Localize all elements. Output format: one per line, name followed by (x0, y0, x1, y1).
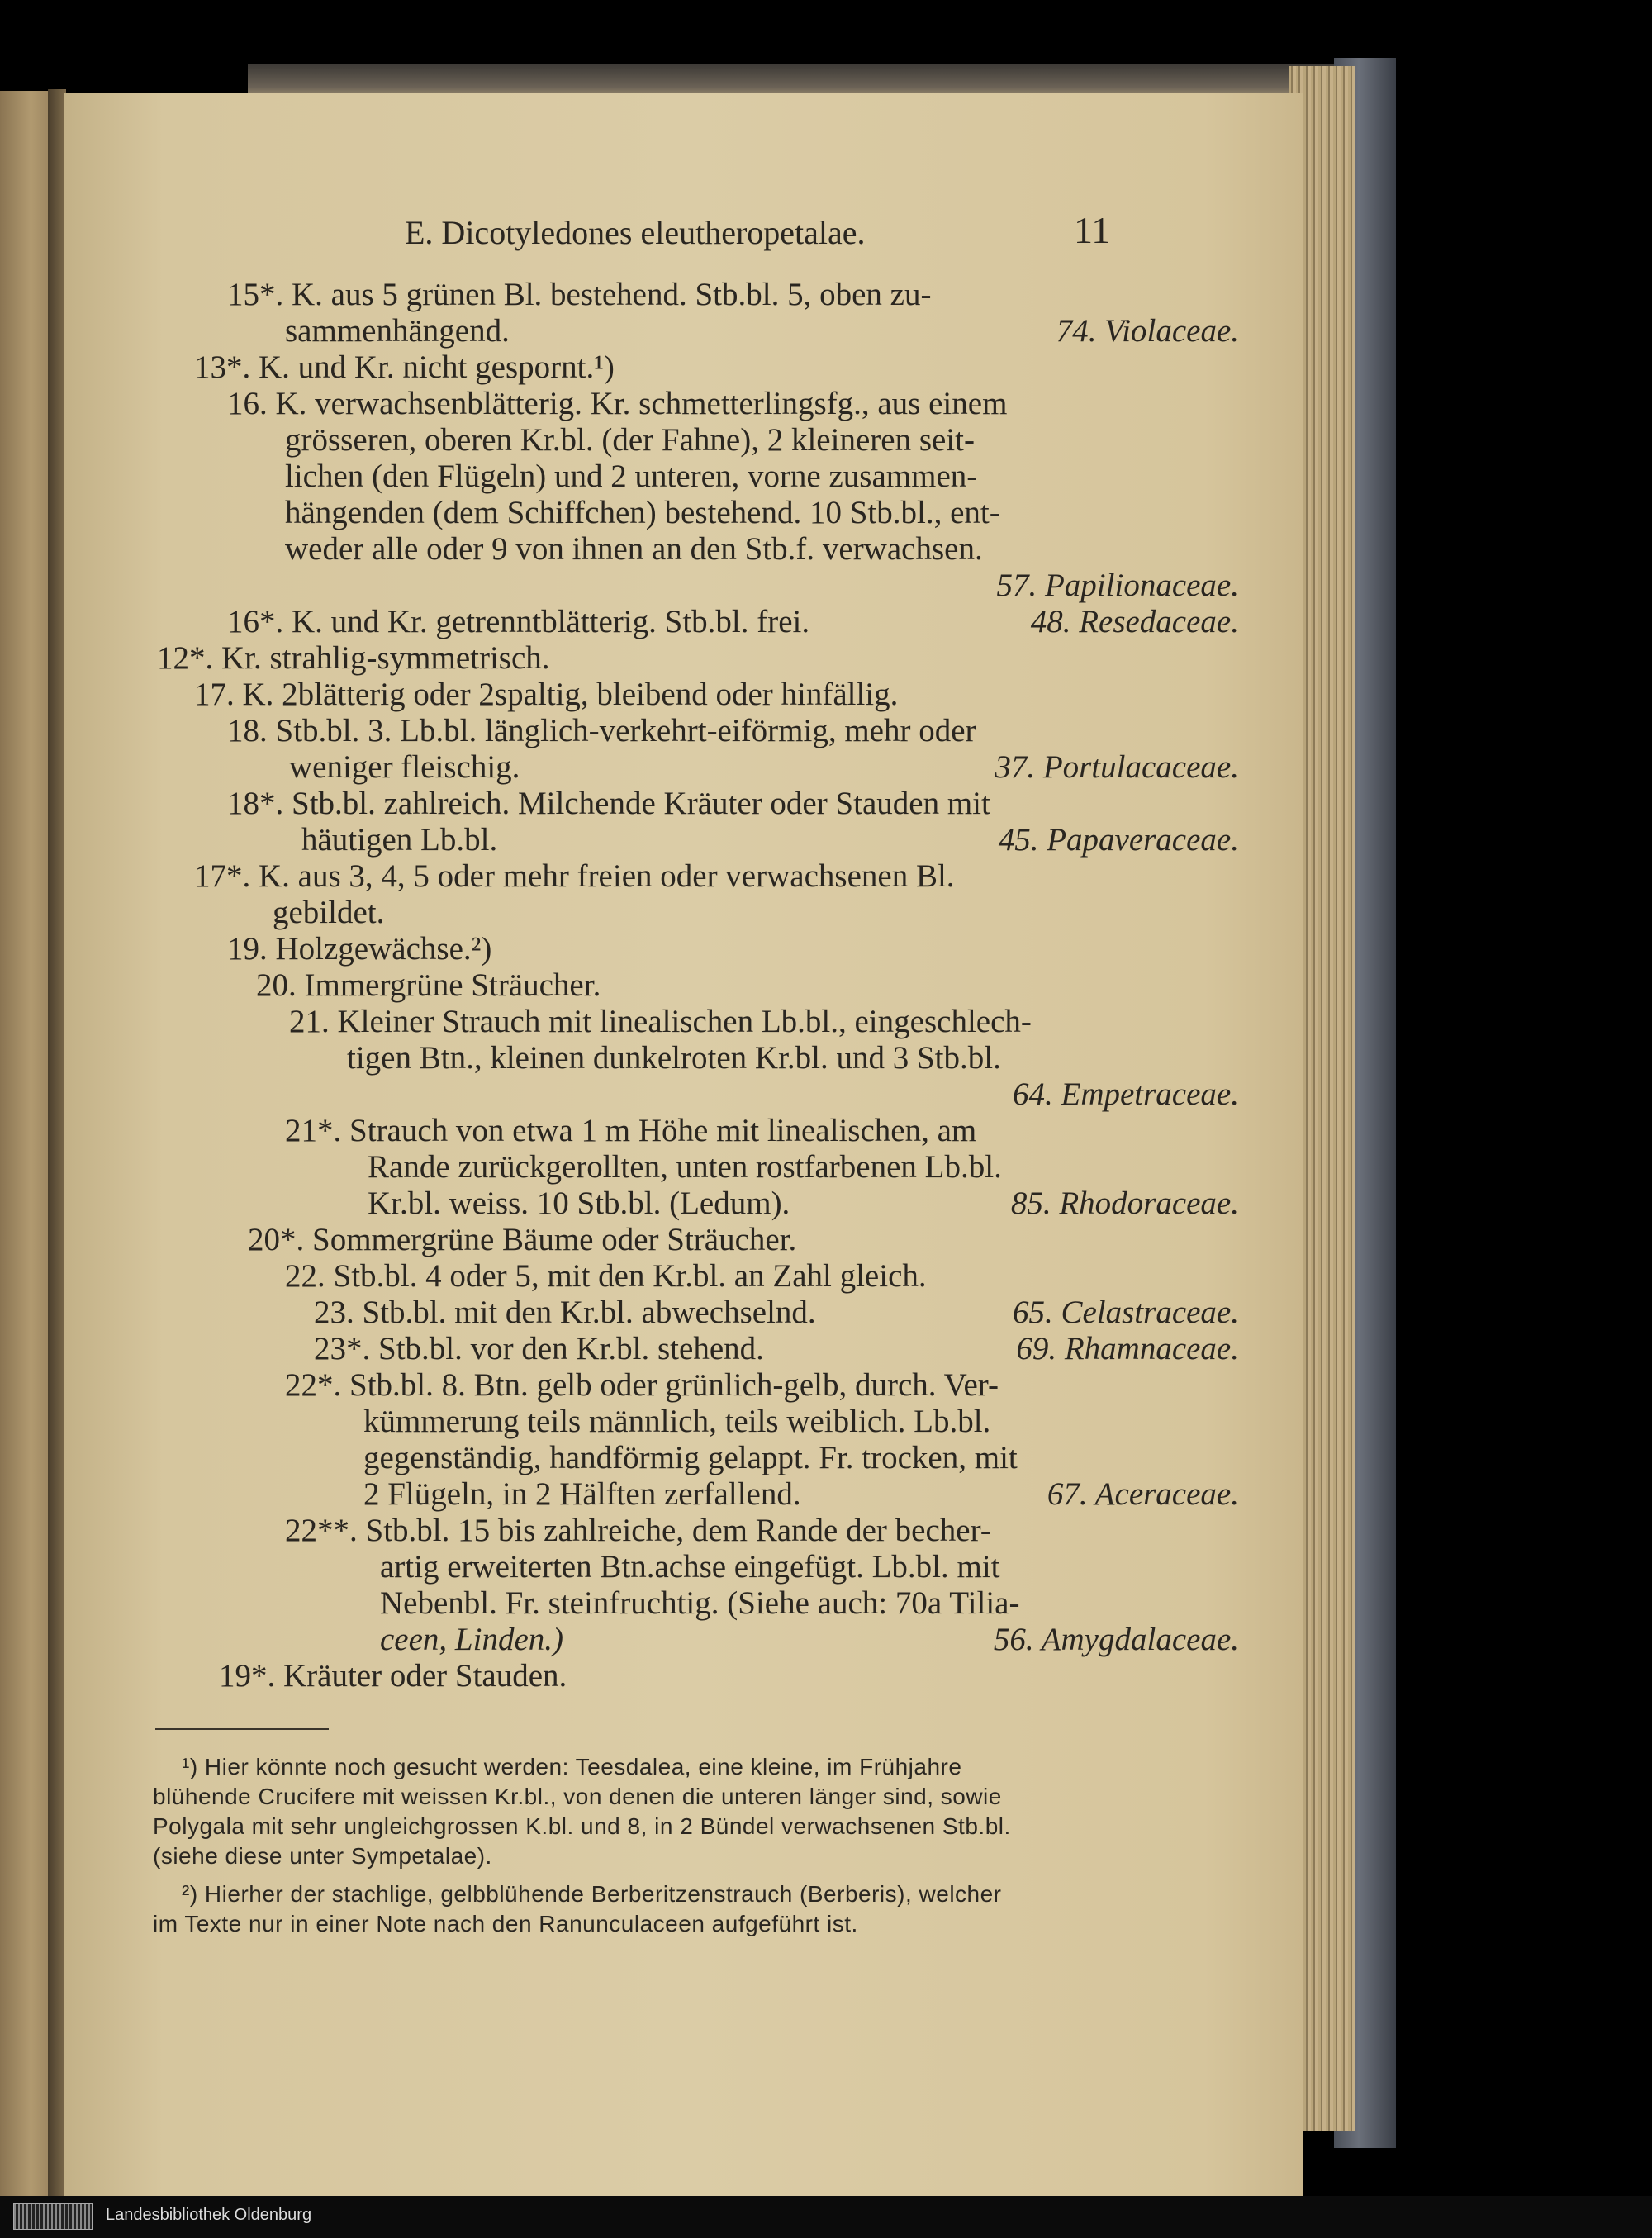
text-line (132, 749, 1239, 786)
family-name: 45. Papaveraceae. (998, 822, 1239, 858)
footnote-text: ¹) Hier könnte noch gesucht werden: Teesdalea, eine kleine, im Frühjahre (182, 1754, 962, 1779)
family-name: 74. Violaceae. (1056, 313, 1239, 349)
text-line (132, 495, 1450, 531)
line-text: hängenden (dem Schiffchen) bestehend. 10 Stb.bl., ent- (285, 495, 1000, 530)
text-line (132, 1622, 1239, 1658)
text-line (132, 1585, 1545, 1622)
text-line (132, 1367, 1450, 1404)
line-text: 23. Stb.bl. mit den Kr.bl. abwechselnd. (314, 1295, 816, 1330)
text-line (132, 386, 1392, 422)
footnote-text: im Texte nur in einer Note nach den Ranunculaceen aufgeführt ist. (153, 1911, 858, 1936)
line-text: 16. K. verwachsenblätterig. Kr. schmetterlingsfg., aus einem (227, 386, 1008, 421)
footnote-text: Polygala mit sehr ungleichgrossen K.bl. und 8, in 2 Bündel verwachsenen Stb.bl. (153, 1813, 1011, 1839)
text-line (132, 422, 1450, 459)
text-line (132, 967, 1421, 1004)
line-text: 16*. K. und Kr. getrenntblätterig. Stb.bl. frei. (227, 604, 810, 639)
line-text: sammenhängend. (285, 313, 510, 349)
line-text: 22. Stb.bl. 4 oder 5, mit den Kr.bl. an Zahl gleich. (285, 1258, 927, 1294)
page-number: 11 (1074, 209, 1111, 251)
text-line (132, 1513, 1450, 1549)
line-text: häutigen Lb.bl. (301, 822, 498, 858)
text-line (132, 1040, 1512, 1076)
text-line (132, 1004, 1454, 1040)
family-name: 56. Amygdalaceae. (993, 1622, 1239, 1657)
library-logo (13, 2203, 93, 2230)
text-line (132, 1440, 1528, 1476)
line-text: 21*. Strauch von etwa 1 m Höhe mit linealischen, am (285, 1113, 977, 1148)
line-text: weder alle oder 9 von ihnen an den Stb.f. verwachsen. (285, 531, 983, 567)
text-line (132, 531, 1450, 568)
line-text: 21. Kleiner Strauch mit linealischen Lb.bl., eingeschlech- (289, 1004, 1032, 1039)
family-name: 64. Empetraceae. (1013, 1076, 1239, 1112)
family-name: 85. Rhodoraceae. (1010, 1186, 1239, 1221)
text-line (132, 640, 1322, 677)
text-line (132, 1113, 1450, 1149)
text-line (132, 858, 1359, 895)
line-text: gebildet. (273, 895, 385, 930)
text-line (132, 822, 1239, 858)
line-text: lichen (den Flügeln) und 2 unteren, vorne zusammen- (285, 459, 978, 494)
line-text: Rande zurückgerollten, unten rostfarbenen Lb.bl. (368, 1149, 1002, 1185)
line-text: 19. Holzgewächse.²) (227, 931, 492, 967)
line-text: Kr.bl. weiss. 10 Stb.bl. (Ledum). (368, 1186, 790, 1221)
family-name: 37. Portulacaceae. (995, 749, 1239, 785)
text-line (132, 1476, 1239, 1513)
family-name: 69. Rhamnaceae. (1016, 1331, 1239, 1366)
line-text: gegenständig, handförmig gelappt. Fr. trocken, mit (363, 1440, 1018, 1475)
text-line (132, 1186, 1239, 1222)
line-text: Nebenbl. Fr. steinfruchtig. (Siehe auch: 70a Tilia- (380, 1585, 1020, 1621)
footnote-text: blühende Crucifere mit weissen Kr.bl., von denen die unteren länger sind, sowie (153, 1784, 1002, 1809)
footnote-line (132, 1752, 1189, 1782)
line-text: 23*. Stb.bl. vor den Kr.bl. stehend. (314, 1331, 764, 1366)
line-text: ceen, Linden.) (380, 1622, 564, 1657)
text-line (132, 713, 1392, 749)
footnote-text: (siehe diese unter Sympetalae). (153, 1843, 492, 1869)
text-line (132, 349, 1359, 386)
line-text: 22*. Stb.bl. 8. Btn. gelb oder grünlich-gelb, durch. Ver- (285, 1367, 999, 1403)
library-name: Landesbibliothek Oldenburg (106, 2206, 312, 2224)
text-line (132, 604, 1239, 640)
text-line (132, 1549, 1545, 1585)
text-line (132, 786, 1392, 822)
text-line (132, 1331, 1239, 1367)
text-line (132, 313, 1239, 349)
text-line (132, 931, 1392, 967)
line-text: kümmerung teils männlich, teils weiblich. Lb.bl. (363, 1404, 991, 1439)
text-line (132, 277, 1239, 313)
running-title: E. Dicotyledones eleutheropetalae. (405, 214, 866, 251)
body-text (132, 211, 1297, 1962)
line-text: 15*. K. aus 5 grünen Bl. bestehend. Stb.bl. 5, oben zu- (227, 277, 932, 312)
footnote-rule (155, 1728, 329, 1730)
family-name: 57. Papilionaceae. (996, 568, 1239, 603)
text-line (132, 1222, 1412, 1258)
line-text: 17*. K. aus 3, 4, 5 oder mehr freien oder verwachsenen Bl. (194, 858, 955, 894)
text-line (132, 895, 1437, 931)
footnote-text: ²) Hierher der stachlige, gelbblühende Berberitzenstrauch (Berberis), welcher (182, 1881, 1002, 1907)
line-text: 2 Flügeln, in 2 Hälften zerfallend. (363, 1476, 801, 1512)
text-line (132, 1149, 1532, 1186)
line-text: grösseren, oberen Kr.bl. (der Fahne), 2 kleineren seit- (285, 422, 975, 458)
book-gutter (48, 89, 66, 2204)
line-text: 17. K. 2blätterig oder 2spaltig, bleibend oder hinfällig. (194, 677, 899, 712)
family-name: 67. Aceraceae. (1047, 1476, 1239, 1512)
text-line (132, 1658, 1384, 1694)
text-line (132, 1404, 1528, 1440)
line-text: 22**. Stb.bl. 15 bis zahlreiche, dem Rande der becher- (285, 1513, 991, 1548)
text-line (132, 459, 1450, 495)
line-text: 20*. Sommergrüne Bäume oder Sträucher. (248, 1222, 797, 1257)
left-page-edge (0, 91, 51, 2206)
family-name: 48. Resedaceae. (1030, 604, 1239, 639)
footnote-line (132, 1782, 1317, 1812)
footnote-line (132, 1909, 1317, 1939)
footnote-line (132, 1812, 1317, 1841)
footnote-line (132, 1879, 1346, 1909)
line-text: 19*. Kräuter oder Stauden. (219, 1658, 567, 1694)
family-name: 65. Celastraceae. (1012, 1295, 1239, 1330)
line-text: 20. Immergrüne Sträucher. (256, 967, 601, 1003)
line-text: artig erweiterten Btn.achse eingefügt. Lb.bl. mit (380, 1549, 1000, 1585)
line-text: 18*. Stb.bl. zahlreich. Milchende Kräuter oder Stauden mit (227, 786, 990, 821)
line-text: 13*. K. und Kr. nicht gespornt.¹) (194, 349, 615, 385)
line-text: weniger fleischig. (289, 749, 520, 785)
line-text: tigen Btn., kleinen dunkelroten Kr.bl. und 3 Stb.bl. (347, 1040, 1001, 1076)
text-line (132, 1258, 1450, 1295)
footnote-line (132, 1841, 1317, 1871)
text-line (132, 1295, 1239, 1331)
line-text: 18. Stb.bl. 3. Lb.bl. länglich-verkehrt-eiförmig, mehr oder (227, 713, 976, 748)
text-line (132, 677, 1359, 713)
line-text: 12*. Kr. strahlig-symmetrisch. (157, 640, 550, 676)
